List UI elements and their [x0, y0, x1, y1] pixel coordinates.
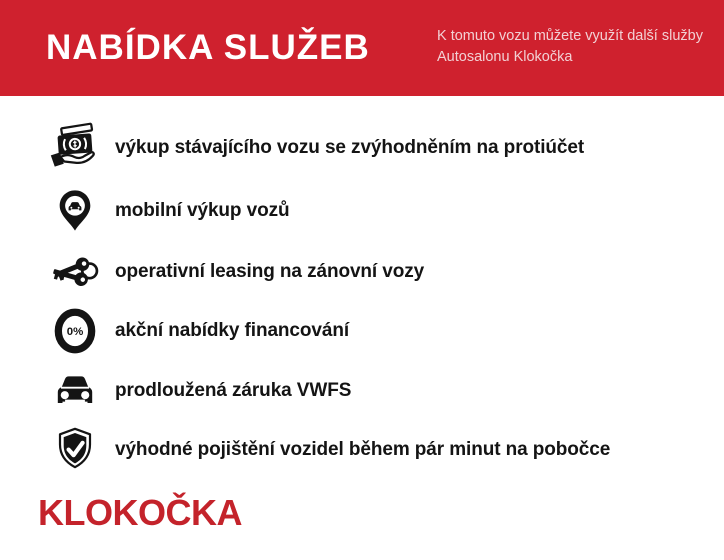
- zero-percent-label: 0%: [66, 326, 84, 339]
- header-note-line1: K tomuto vozu můžete využít další služby: [437, 28, 703, 44]
- car-front-icon: [42, 366, 108, 416]
- zero-percent-icon: [42, 304, 108, 358]
- header-note-line2: Autosalonu Klokočka: [437, 49, 573, 65]
- service-item-financing: [42, 301, 349, 361]
- shield-check-icon: [42, 423, 108, 477]
- service-item-insurance: [42, 420, 610, 480]
- service-item-warranty: [42, 361, 351, 421]
- map-pin-car-icon: [42, 184, 108, 238]
- service-label: akční nabídky financování: [115, 320, 350, 341]
- service-label: výkup stávajícího vozu se zvýhodněním na protiúčet: [115, 137, 585, 158]
- cash-in-hand-icon: [42, 121, 108, 175]
- klokocka-logo: KLOKOČKA: [38, 492, 242, 533]
- header-banner: [0, 0, 724, 96]
- service-item-mobile-buyout: [42, 181, 290, 241]
- header-note: [437, 26, 712, 68]
- page-title: NABÍDKA SLUŽEB: [46, 28, 370, 67]
- service-label: operativní leasing na zánovní vozy: [115, 261, 425, 282]
- service-item-trade-in: [42, 118, 584, 178]
- service-label: mobilní výkup vozů: [115, 200, 290, 221]
- service-label: prodloužená záruka VWFS: [115, 380, 352, 401]
- service-item-leasing: [42, 242, 424, 302]
- service-label: výhodné pojištění vozidel během pár minut na pobočce: [115, 439, 611, 460]
- car-keys-icon: [42, 245, 108, 299]
